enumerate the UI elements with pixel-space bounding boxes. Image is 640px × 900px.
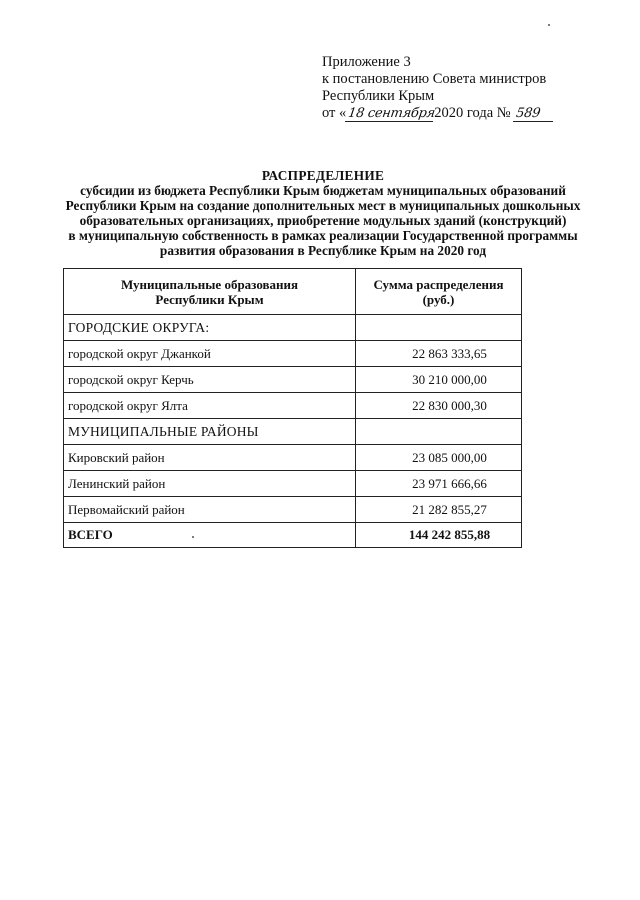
annex-title: Приложение 3 <box>322 54 411 70</box>
amount-value <box>356 419 522 445</box>
header-amount <box>356 269 522 315</box>
heading-line-3: образовательных организациях, приобретение модульных зданий (конструкций) <box>79 213 567 228</box>
municipality-name: МУНИЦИПАЛЬНЫЕ РАЙОНЫ <box>64 419 356 445</box>
handwritten-number: 589 <box>513 107 555 122</box>
amount-value: 21 282 855,27 <box>356 497 522 523</box>
scan-speck <box>192 536 194 538</box>
heading-line-5: развития образования в Республике Крым на 2020 год <box>159 243 487 258</box>
header-municipalities-line1: Муниципальные образования <box>120 276 299 292</box>
municipality-name: городской округ Ялта <box>64 393 356 419</box>
handwritten-date: 18 сентября <box>345 107 435 122</box>
section-row <box>64 419 522 445</box>
document-heading <box>56 168 590 258</box>
table-row <box>64 341 522 367</box>
distribution-table <box>63 268 522 548</box>
header-amount-line2: (руб.) <box>422 291 455 307</box>
municipality-name: городской округ Керчь <box>64 367 356 393</box>
header-municipalities-line2: Республики Крым <box>155 291 264 307</box>
annex-resolution: к постановлению Совета министров <box>322 71 547 87</box>
table-row <box>64 367 522 393</box>
heading-line-4: в муниципальную собственность в рамках реализации Государственной программы <box>68 228 578 243</box>
heading-line-1: субсидии из бюджета Республики Крым бюджетам муниципальных образований <box>80 183 566 198</box>
section-row <box>64 315 522 341</box>
table-header-row <box>64 269 522 315</box>
annex-republic: Республики Крым <box>322 88 435 104</box>
municipality-name: ГОРОДСКИЕ ОКРУГА: <box>64 315 356 341</box>
scan-speck <box>548 24 550 26</box>
annex-date-line <box>322 105 554 122</box>
total-amount: 144 242 855,88 <box>356 523 522 548</box>
amount-value: 23 085 000,00 <box>356 445 522 471</box>
table-row <box>64 497 522 523</box>
municipality-name: городской округ Джанкой <box>64 341 356 367</box>
table-row <box>64 393 522 419</box>
municipality-name: Ленинский район <box>64 471 356 497</box>
annex-year-label: 2020 года № <box>434 105 511 121</box>
municipality-name: Первомайский район <box>64 497 356 523</box>
municipality-name: Кировский район <box>64 445 356 471</box>
heading-line-2: Республики Крым на создание дополнительных мест в муниципальных дошкольных <box>65 198 581 213</box>
total-label: ВСЕГО <box>64 523 356 548</box>
amount-value: 22 863 333,65 <box>356 341 522 367</box>
header-amount-line1: Сумма распределения <box>373 276 504 292</box>
table-row <box>64 471 522 497</box>
total-row <box>64 523 522 548</box>
amount-value: 22 830 000,30 <box>356 393 522 419</box>
heading-title: РАСПРЕДЕЛЕНИЕ <box>261 168 385 183</box>
header-municipalities <box>64 269 356 315</box>
amount-value <box>356 315 522 341</box>
annex-date-prefix: от « <box>322 105 347 121</box>
amount-value: 30 210 000,00 <box>356 367 522 393</box>
annex-block <box>322 54 554 122</box>
table-row <box>64 445 522 471</box>
amount-value: 23 971 666,66 <box>356 471 522 497</box>
